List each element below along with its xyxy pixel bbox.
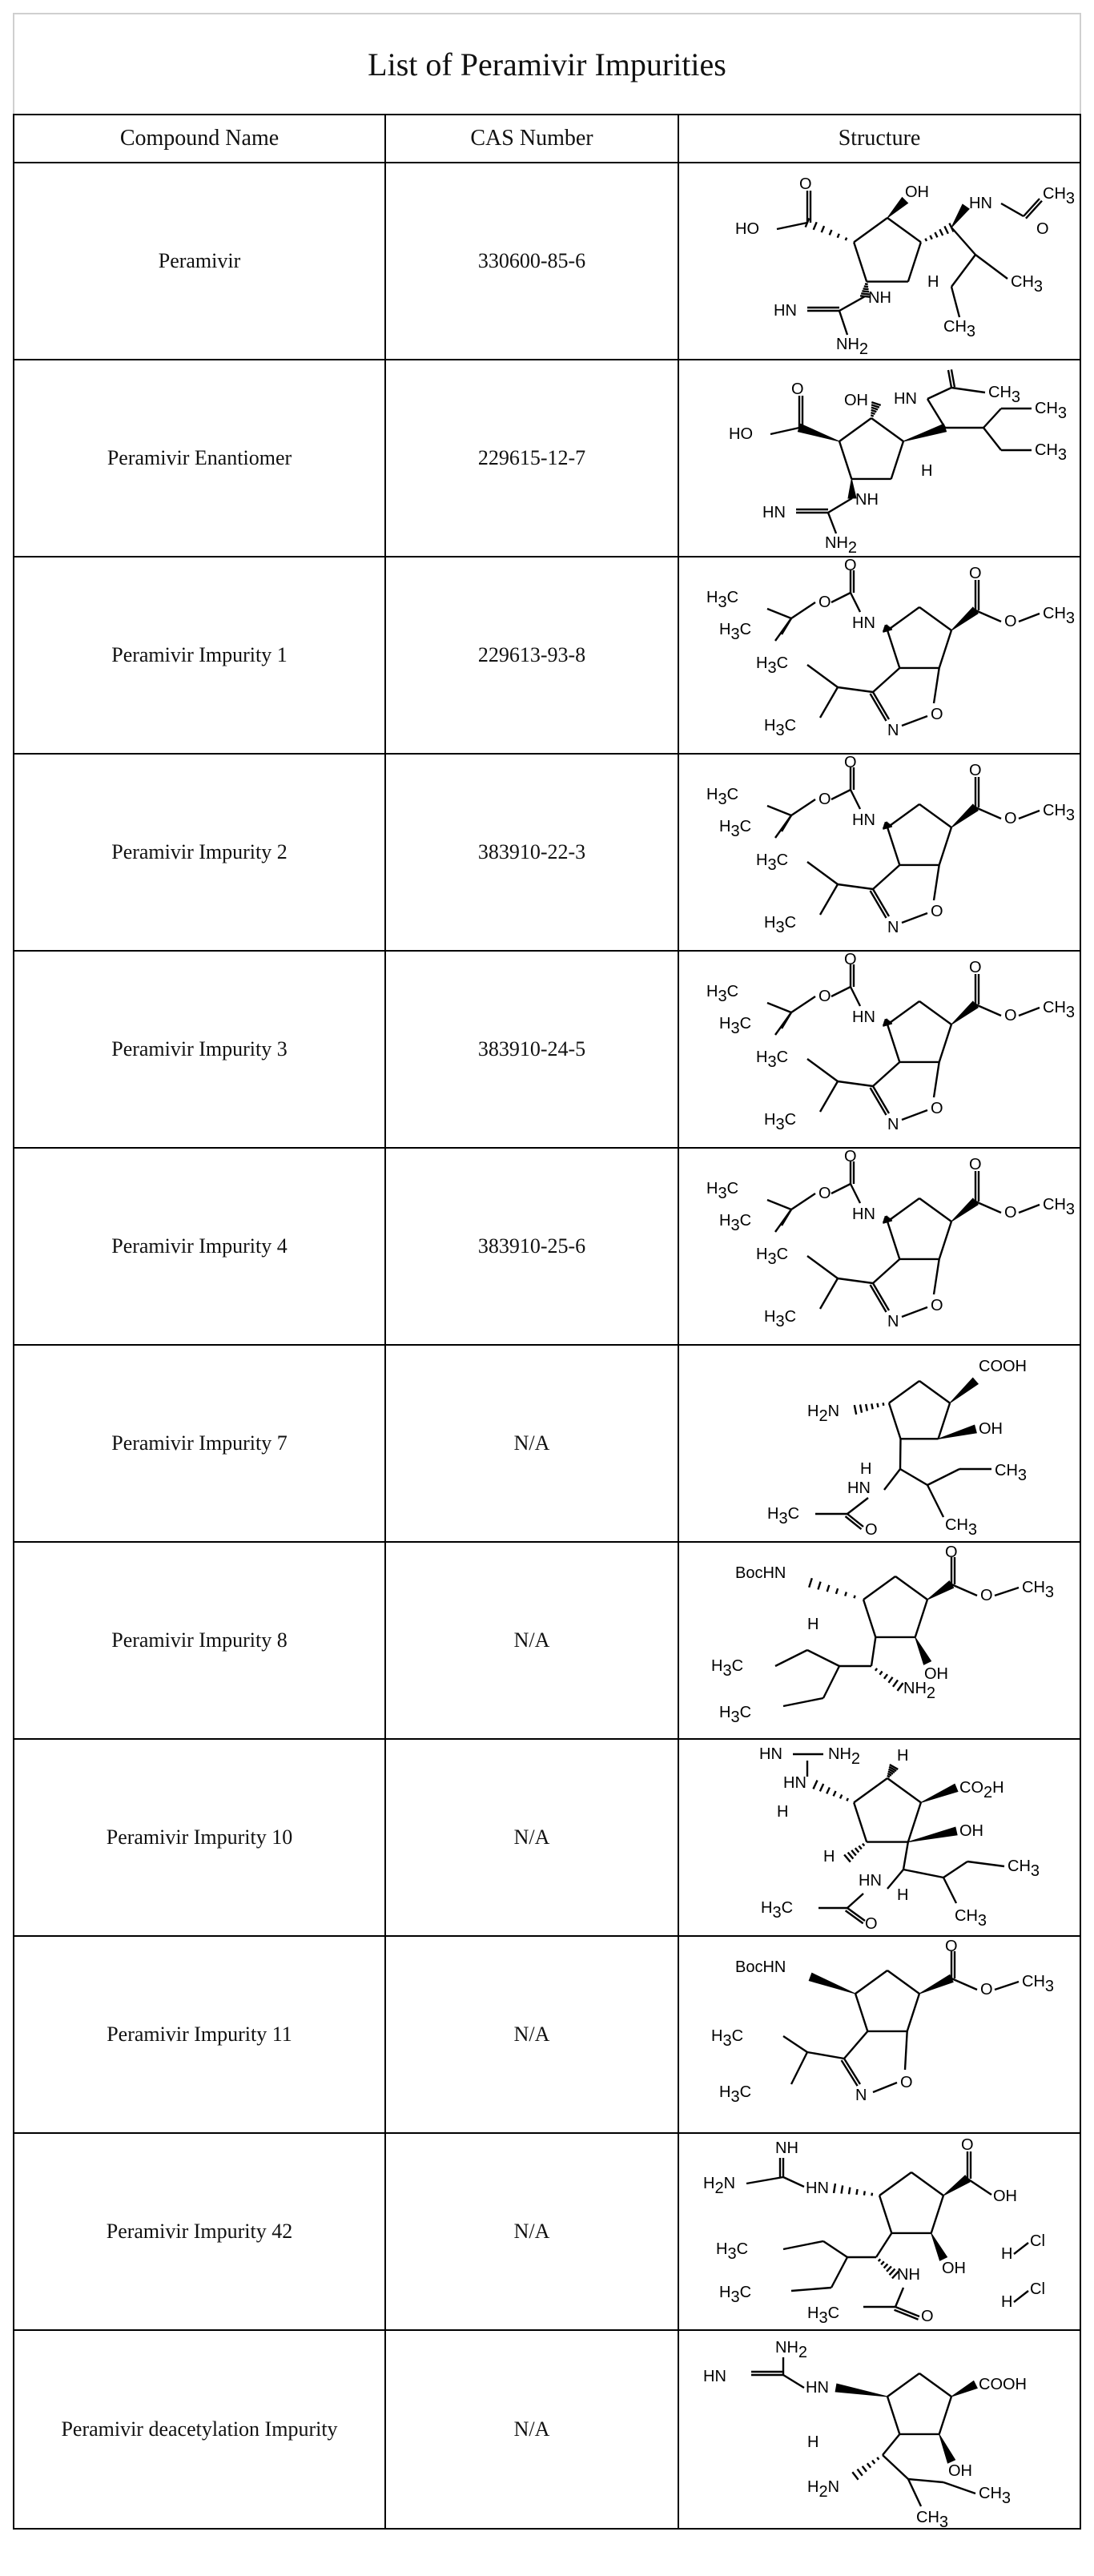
nh2-label: NH2 [828, 1745, 861, 1768]
structure-cell [678, 1936, 1080, 2133]
h3c-label: H3C [711, 1657, 744, 1680]
o-label: O [818, 791, 831, 808]
o-label5: O [931, 1100, 943, 1117]
table-row [14, 1739, 1080, 1936]
oh-label: OH [979, 1420, 1004, 1438]
cas-number-cell: 383910-24-5 [385, 951, 678, 1148]
oh-label: OH [844, 392, 869, 409]
o-label2: O [1036, 220, 1049, 238]
compound-name-cell: Peramivir Impurity 7 [14, 1345, 385, 1542]
page-title: List of Peramivir Impurities [14, 14, 1080, 115]
o-label3: O [969, 959, 982, 976]
impurities-table [13, 13, 1081, 2530]
h3c-label: H3C [711, 2027, 744, 2050]
column-header-compound-name: Compound Name [14, 115, 385, 163]
hcl-h-label2: H [1001, 2293, 1013, 2311]
h2n-label: H2N [703, 2175, 736, 2197]
ch3-label2: CH3 [1011, 273, 1044, 296]
cas-number-cell: N/A [385, 1936, 678, 2133]
compound-name-cell: Peramivir Impurity 10 [14, 1739, 385, 1936]
hcl-h-label: H [1001, 2245, 1013, 2263]
n-label: N [887, 1313, 899, 1330]
ch3-label: CH3 [1022, 1973, 1055, 1995]
enantiomer-structure-icon [687, 364, 1072, 557]
table-row [14, 1936, 1080, 2133]
nh-label: NH [775, 2139, 798, 2157]
h3c-label4: H3C [764, 1308, 797, 1330]
isoxazoline-boc-structure-icon [687, 1148, 1076, 1341]
n-label: N [855, 2087, 867, 2104]
structure-cell [678, 557, 1080, 754]
hn-eq-label: HN [703, 2368, 726, 2385]
hcl-cl-label2: Cl [1030, 2280, 1045, 2298]
ch3-label: CH3 [1043, 605, 1076, 627]
compound-name-cell: Peramivir Impurity 42 [14, 2133, 385, 2330]
compound-name-cell: Peramivir deacetylation Impurity [14, 2330, 385, 2529]
cas-number-cell: 330600-85-6 [385, 163, 678, 360]
cas-number-cell: N/A [385, 1345, 678, 1542]
structure-cell [678, 1345, 1080, 1542]
compound-name-cell: Peramivir Impurity 4 [14, 1148, 385, 1345]
table-row [14, 2133, 1080, 2330]
o-label: O [961, 2136, 974, 2154]
o-label2b: O [921, 2308, 934, 2325]
o-label: O [799, 175, 812, 193]
cas-number-cell: 383910-25-6 [385, 1148, 678, 1345]
h3c-label3: H3C [756, 654, 789, 677]
o-label2: O [980, 1981, 993, 1998]
h-label: H [807, 2433, 819, 2451]
isoxazoline-boc-structure-icon [687, 557, 1076, 750]
isoxazoline-boc-structure-icon [687, 951, 1076, 1144]
ch3-label: CH3 [1043, 999, 1076, 1021]
hcl-cl-label: Cl [1030, 2232, 1045, 2250]
hn-label: HN [969, 195, 992, 212]
isoxazoline-boc-structure-icon [687, 754, 1076, 947]
cas-number-cell: N/A [385, 2133, 678, 2330]
compound-name-cell: Peramivir Impurity 1 [14, 557, 385, 754]
table-row [14, 360, 1080, 557]
table-row [14, 557, 1080, 754]
ch3-label3: CH3 [1035, 441, 1068, 464]
cooh-label: COOH [979, 1358, 1028, 1375]
o-label: O [865, 1915, 878, 1933]
hn-label: HN [894, 390, 917, 408]
nh2-label: NH2 [825, 534, 858, 557]
guanidino-acid-structure-icon [687, 1743, 1072, 1932]
n-label: N [887, 919, 899, 936]
o-label4: O [1004, 613, 1017, 630]
structure-cell [678, 2330, 1080, 2529]
h3c-label: H3C [706, 1180, 739, 1202]
h-label: H [807, 1616, 819, 1633]
h3c-label2: H3C [719, 818, 752, 840]
bochn-label: BocHN [735, 1958, 786, 1976]
hn-label: HN [852, 811, 875, 829]
table-row [14, 1542, 1080, 1739]
h3c-label3: H3C [756, 851, 789, 874]
h-label4: H [897, 1886, 909, 1904]
h3c-label2: H3C [719, 2083, 752, 2106]
compound-name-cell: Peramivir Enantiomer [14, 360, 385, 557]
h3c-label2: H3C [719, 621, 752, 643]
cas-number-cell: N/A [385, 2330, 678, 2529]
ch3-label: CH3 [995, 1462, 1028, 1484]
compound-name-cell: Peramivir Impurity 3 [14, 951, 385, 1148]
h3c-label: H3C [761, 1899, 794, 1922]
oh-label: OH [948, 2462, 973, 2480]
n-label: N [887, 722, 899, 739]
cas-number-cell: 383910-22-3 [385, 754, 678, 951]
amino-acid-structure-icon [687, 1349, 1072, 1538]
hn-label: HN [806, 2379, 829, 2397]
h3c-label: H3C [706, 589, 739, 611]
h2n-label: H2N [807, 1403, 840, 1425]
o-label: O [945, 1938, 958, 1955]
structure-cell [678, 754, 1080, 951]
nh-label: NH [868, 289, 891, 307]
h-label: H [860, 1460, 872, 1478]
ch3-label2: CH3 [945, 1516, 978, 1539]
hn-label: HN [852, 1008, 875, 1026]
o-label: O [865, 1521, 878, 1539]
cas-number-cell: 229613-93-8 [385, 557, 678, 754]
column-header-cas-number: CAS Number [385, 115, 678, 163]
peramivir-structure-icon [687, 167, 1076, 358]
o-label: O [818, 1185, 831, 1202]
h3c-label2: H3C [719, 2284, 752, 2306]
document [13, 13, 1080, 2563]
structure-cell [678, 1542, 1080, 1739]
oh-label: OH [905, 183, 930, 201]
ho-label: HO [735, 220, 760, 238]
oh-label: OH [993, 2188, 1018, 2205]
structure-cell [678, 163, 1080, 360]
o-label: O [818, 988, 831, 1005]
o-label4: O [1004, 1007, 1017, 1024]
h-label: H [921, 462, 933, 480]
o-label: O [818, 594, 831, 611]
hn-label: HN [847, 1479, 871, 1497]
cooh-label: COOH [979, 2376, 1028, 2393]
h3c-label: H3C [716, 2240, 749, 2263]
o-label4: O [1004, 810, 1017, 827]
ch3-label2: CH3 [1035, 400, 1068, 422]
o-label4: O [1004, 1204, 1017, 1222]
o-label2: O [844, 557, 857, 574]
o-label2: O [980, 1587, 993, 1604]
ch3-label: CH3 [1043, 185, 1076, 207]
h-label3: H [823, 1848, 835, 1866]
h3c-label: H3C [706, 983, 739, 1005]
ch3-label: CH3 [979, 2485, 1012, 2507]
h-label2: H [897, 1747, 909, 1765]
o-label2: O [844, 1148, 857, 1165]
hn-label2: HN [783, 1774, 806, 1792]
o-label: O [945, 1544, 958, 1561]
compound-name-cell: Peramivir [14, 163, 385, 360]
deacetyl-structure-icon [687, 2335, 1072, 2531]
h3c-label3: H3C [756, 1246, 789, 1268]
hn-label3: HN [859, 1872, 882, 1890]
hn-label: HN [759, 1745, 782, 1763]
oh-label: OH [959, 1822, 984, 1840]
oh-label: OH [924, 1665, 949, 1683]
h-label: H [777, 1803, 789, 1821]
h-label: H [927, 273, 939, 291]
structure-cell [678, 360, 1080, 557]
hn-eq-label: HN [774, 302, 797, 320]
column-header-structure: Structure [678, 115, 1080, 163]
o-label3: O [969, 762, 982, 779]
bochn-isoxazoline-structure-icon [687, 1940, 1072, 2129]
table-row [14, 1148, 1080, 1345]
ho-label: HO [729, 425, 754, 443]
bochn-ester-structure-icon [687, 1546, 1072, 1735]
compound-name-cell: Peramivir Impurity 2 [14, 754, 385, 951]
n-label: N [887, 1116, 899, 1133]
cas-number-cell: N/A [385, 1542, 678, 1739]
nh2-label: NH2 [836, 336, 869, 358]
bochn-label: BocHN [735, 1564, 786, 1582]
o-label5: O [931, 1297, 943, 1314]
o-label3: O [969, 565, 982, 582]
structure-cell [678, 951, 1080, 1148]
o-label2: O [844, 754, 857, 771]
h3c-label4: H3C [764, 717, 797, 739]
ch3-label2: CH3 [955, 1907, 987, 1930]
o-label5: O [931, 706, 943, 723]
h3c-label2: H3C [719, 1212, 752, 1234]
h3c-label4: H3C [764, 914, 797, 936]
ch3-label3: CH3 [943, 318, 976, 340]
table-row [14, 754, 1080, 951]
nh2-label: NH2 [775, 2339, 808, 2361]
hn-label: HN [806, 2180, 829, 2197]
compound-name-cell: Peramivir Impurity 8 [14, 1542, 385, 1739]
nh2-label: NH2 [903, 1680, 936, 1702]
ch3-label: CH3 [1008, 1858, 1040, 1880]
h3c-label2: H3C [719, 1704, 752, 1726]
h3c-label: H3C [767, 1505, 800, 1527]
structure-cell [678, 1739, 1080, 1936]
table-row [14, 2330, 1080, 2529]
h3c-label3: H3C [807, 2304, 840, 2327]
hn-label: HN [852, 1205, 875, 1223]
ch3-label2: CH3 [916, 2509, 949, 2531]
o-label: O [791, 380, 804, 398]
o-label3: O [900, 2074, 913, 2091]
structure-cell [678, 2133, 1080, 2330]
compound-name-cell: Peramivir Impurity 11 [14, 1936, 385, 2133]
oh-label2: OH [942, 2260, 967, 2277]
table-row [14, 163, 1080, 360]
guanidino-hcl-structure-icon [687, 2137, 1072, 2326]
o-label3: O [969, 1156, 982, 1173]
structure-cell [678, 1148, 1080, 1345]
hn-eq-label: HN [762, 504, 786, 521]
hn-label: HN [852, 614, 875, 632]
nh-label: NH [855, 491, 879, 509]
o-label5: O [931, 903, 943, 920]
h3c-label2: H3C [719, 1015, 752, 1037]
co2h-label: CO2H [959, 1779, 1004, 1801]
h3c-label4: H3C [764, 1111, 797, 1133]
cas-number-cell: 229615-12-7 [385, 360, 678, 557]
header-row [14, 115, 1080, 163]
o-label2: O [844, 951, 857, 968]
ch3-label: CH3 [1043, 1196, 1076, 1218]
ch3-label: CH3 [1022, 1579, 1055, 1601]
h3c-label: H3C [706, 786, 739, 808]
table-row [14, 951, 1080, 1148]
h3c-label3: H3C [756, 1049, 789, 1071]
table-row [14, 1345, 1080, 1542]
title-row [14, 14, 1080, 115]
ch3-label: CH3 [1043, 802, 1076, 824]
nh-label2: NH [897, 2266, 920, 2284]
h2n-label: H2N [807, 2478, 840, 2501]
ch3-label: CH3 [988, 384, 1021, 406]
cas-number-cell: N/A [385, 1739, 678, 1936]
